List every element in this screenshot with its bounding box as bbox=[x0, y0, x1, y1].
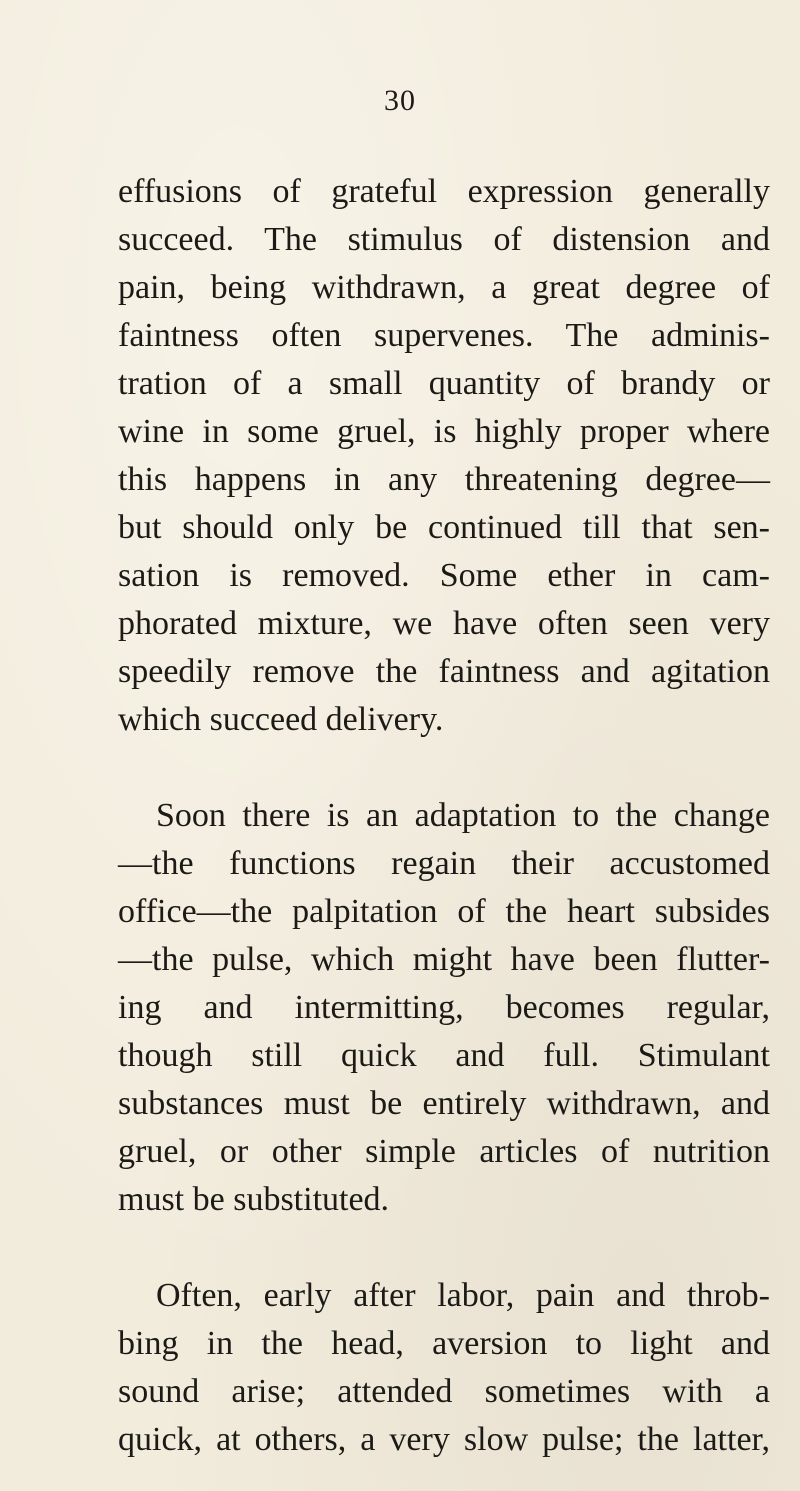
paragraph-1-line-3: pain, being withdrawn, a great degree of bbox=[118, 269, 770, 306]
paragraph-1-line-1: effusions of grateful expression generally bbox=[118, 173, 770, 210]
paragraph-1-line-10: phorated mixture, we have often seen very bbox=[118, 605, 770, 642]
paragraph-gap bbox=[118, 1224, 770, 1272]
paragraph-2-line-7: substances must be entirely withdrawn, and bbox=[118, 1085, 770, 1122]
paragraph-2-line-3: office—the palpitation of the heart subsides bbox=[118, 893, 770, 930]
paragraph-1-line-7: this happens in any threatening degree— bbox=[118, 461, 770, 498]
paragraph-3-line-1: Often, early after labor, pain and throb- bbox=[156, 1277, 770, 1314]
paragraph-1-line-9: sation is removed. Some ether in cam- bbox=[118, 557, 770, 594]
paragraph-2-line-6: though still quick and full. Stimulant bbox=[118, 1037, 770, 1074]
paragraph-1-line-11: speedily remove the faintness and agitation bbox=[118, 653, 770, 690]
paragraph-3-line-2: bing in the head, aversion to light and bbox=[118, 1325, 770, 1362]
paragraph-2-line-1: Soon there is an adaptation to the change bbox=[156, 797, 770, 834]
paragraph-3-line-3: sound arise; attended sometimes with a bbox=[118, 1373, 770, 1410]
paragraph-1-line-2: succeed. The stimulus of distension and bbox=[118, 221, 770, 258]
paragraph-1-line-6: wine in some gruel, is highly proper where bbox=[118, 413, 770, 450]
paragraph-1-line-4: faintness often supervenes. The adminis- bbox=[118, 317, 770, 354]
paragraph-1-line-5: tration of a small quantity of brandy or bbox=[118, 365, 770, 402]
paragraph-2-line-8: gruel, or other simple articles of nutrition bbox=[118, 1133, 770, 1170]
paragraph-1-line-12: which succeed delivery. bbox=[118, 701, 444, 738]
body-text bbox=[118, 168, 770, 1464]
page-number: 30 bbox=[384, 84, 416, 117]
paragraph-2-line-4: —the pulse, which might have been flutter- bbox=[118, 941, 770, 978]
paragraph-3-line-4: quick, at others, a very slow pulse; the latter, bbox=[118, 1421, 770, 1458]
paragraph-1-line-8: but should only be continued till that sen- bbox=[118, 509, 770, 546]
paragraph-2-line-5: ing and intermitting, becomes regular, bbox=[118, 989, 770, 1026]
paragraph-gap bbox=[118, 744, 770, 792]
paragraph-2-line-9: must be substituted. bbox=[118, 1181, 390, 1218]
paragraph-2-line-2: —the functions regain their accustomed bbox=[118, 845, 770, 882]
